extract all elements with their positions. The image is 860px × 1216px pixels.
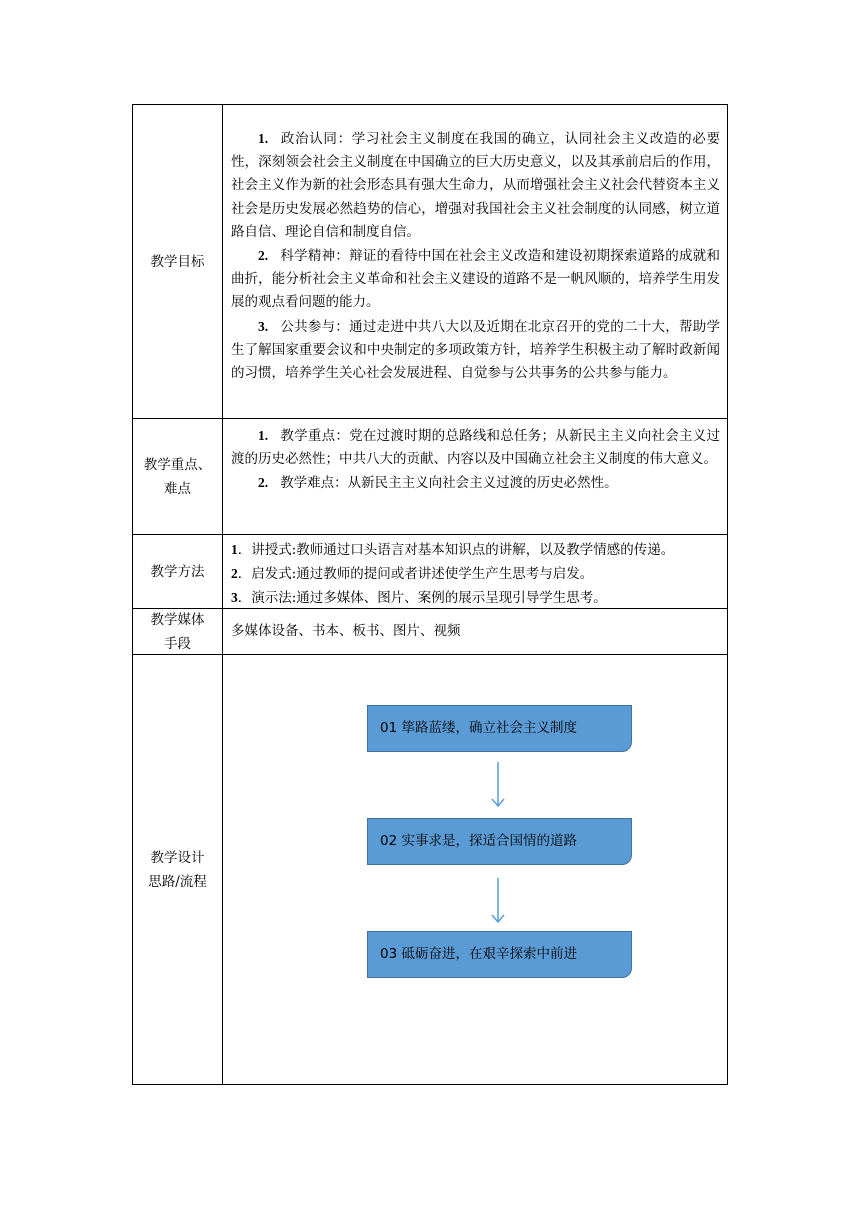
method-item: 1．讲授式:教师通过口头语言对基本知识点的讲解，以及教学情感的传递。 — [231, 542, 675, 558]
row-teaching-goals — [133, 105, 727, 419]
goal-item: 1. 政治认同：学习社会主义制度在我国的确立，认同社会主义改造的必要性，深刻领会社会主义制度在中国确立的巨大历史意义，以及其承前启后的作用，社会主义作为新的社会形态具有强大生命力，从而增强社会主义社会代替资本主义社会是历史发展必然趋势的信心，增强对我国社会主义社会制度的认同感，树立道路自信、理论自信和制度自信。 — [231, 131, 720, 240]
row-teaching-media — [133, 609, 727, 655]
method-item: 2．启发式:通过教师的提问或者讲述使学生产生思考与启发。 — [231, 566, 594, 583]
method-item: 3．演示法:通过多媒体、图片、案例的展示呈现引导学生思考。 — [231, 590, 607, 607]
flow-step-2: 02 实事求是，探适合国情的道路 — [367, 818, 632, 865]
row-label-key-points: 教学重点、 难点 — [133, 419, 223, 534]
row-label-teaching-goals: 教学目标 — [133, 105, 223, 418]
row-teaching-methods — [133, 535, 727, 609]
teaching-goals-content — [224, 105, 727, 418]
key-point-item: 2. 教学难点：从新民主主义向社会主义过渡的历史必然性。 — [258, 475, 618, 492]
goal-item: 2. 科学精神：辩证的看待中国在社会主义改造和建设初期探索道路的成就和曲折，能分析社会主义革命和社会主义建设的道路不是一帆风顺的，培养学生用发展的观点看问题的能力。 — [231, 248, 720, 311]
flow-arrow-down-icon — [490, 878, 506, 924]
key-points-content — [224, 419, 727, 534]
teaching-media-content — [224, 609, 727, 654]
key-point-item: 1. 教学重点：党在过渡时期的总路线和总任务；从新民主主义向社会主义过渡的历史必然性；中共八大的贡献、内容以及中国确立社会主义制度的伟大意义。 — [231, 428, 720, 468]
flow-step-3: 03 砥砺奋进，在艰辛探索中前进 — [367, 931, 632, 978]
row-label-teaching-media: 教学媒体 手段 — [133, 609, 223, 654]
lesson-plan-table — [132, 104, 728, 1085]
teaching-methods-content — [224, 535, 727, 608]
goal-item: 3. 公共参与：通过走进中共八大以及近期在北京召开的党的二十大，帮助学生了解国家重要会议和中央制定的多项政策方针，培养学生积极主动了解时政新闻的习惯，培养学生关心社会发展进程、自觉参与公共事务的公共参与能力。 — [231, 318, 720, 382]
row-teaching-design — [133, 655, 727, 1084]
teaching-media-text: 多媒体设备、书本、板书、图片、视频 — [231, 622, 461, 639]
row-label-teaching-methods: 教学方法 — [133, 535, 223, 608]
row-key-points — [133, 419, 727, 535]
row-label-teaching-design: 教学设计 思路/流程 — [133, 655, 223, 1084]
flow-step-1: 01 筚路蓝缕，确立社会主义制度 — [367, 705, 632, 752]
teaching-design-flow — [224, 655, 727, 1084]
flow-arrow-down-icon — [490, 762, 506, 808]
